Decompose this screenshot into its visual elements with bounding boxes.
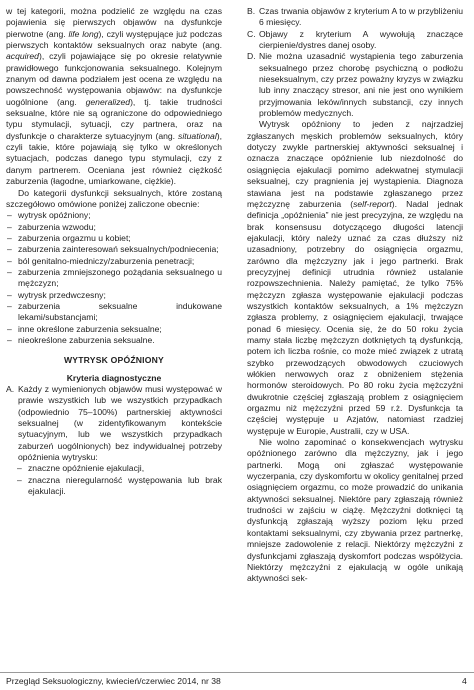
criterion-a-label: A. [6,384,15,394]
criterion-a-list [6,463,222,497]
paragraph-delayed-ejaculation: Wytrysk opóźniony to jeden z najrzadziej zgłaszanych męskich problemów seksualnych, który dotyczy zwykle partnerskiej aktywności seksualnej i oznacza znaczące opóźnienie lub niezdolność do osiągnięcia ejakulacji pomimo adekwatnej stymulacji seksualnej, czy pragnienia jej wystąpienia. Diagnoza stawiana jest na podstawie zgłaszanego przez mężczyznę zaburzenia (self-report). Nadal jednak definicja „opóźnienia” nie jest precyzyjna, ze względu na brak konsensusu dotyczącego długości latencji ejakulacji, który należy uznać za czas dłuższy niż uzasadniony, potrzebny do osiągnięcia orgazmu, zarówno dla mężczyzny jak i jego partnerki. Brak precyzyjnej definicji utrudnia również ustalanie rozpowszechnienia. Należy pamiętać, że tylko 75% mężczyzn zgłasza występowanie ejakulacji podczas wszystkich kontaktów seksualnych, a 1% mężczyzn zgłasza problemy, z osiągnięciem ejakulacji, trwające ponad 6 miesięcy. Ocenia się, że do 50 roku życia mamy stała liczbę mężczyzn dotkniętych tą dysfunkcją, potem ich liczba rośnie, co może mieć związek z utratą szybko przewodzących obwodowych czuciowych włókien nerwowych oraz z obniżeniem stężenia hormonów steroidowych. Po 80 roku życia mężczyźni dwukrotnie częściej zgłaszają problem z osiągnięciem orgazmu niż mężczyźni przed 59 r.ż. Dysfunkcja ta częściej występuje u Azjatów, natomiast rzadziej występuje w Europie, Australii, czy w USA. [247,119,463,436]
criterion-label: B. [247,6,256,16]
criterion-item [247,6,463,29]
criterion-a [6,384,222,463]
list-item: – zaburzenia seksualne indukowane lekami/substancjami; [6,301,222,324]
section-heading: WYTRYSK OPÓŹNIONY [63,355,164,366]
left-column [6,6,222,497]
list-item: – zaburzenia orgazmu u kobiet; [6,233,222,244]
list-item: – inne określone zaburzenia seksualne; [6,324,222,335]
criterion-text: Nie można uzasadnić wystąpienia tego zaburzenia seksualnego przez chorobę psychiczną o podłożu nieseksualnym, czy przez poważny kryzys w związku lub inny znaczący stresor, ani nie jest ono wynikiem przyjmowania leków/innych substancji, czy innych problemów medycznych. [259,51,463,119]
footer-journal-info: Przegląd Seksuologiczny, kwiecień/czerwiec 2014, nr 38 [6,676,221,686]
list-item: – nieokreślone zaburzenia seksualne. [6,335,222,346]
dysfunction-category-list [6,210,222,346]
list-item: – zaburzenia zainteresowań seksualnych/podniecenia; [6,244,222,255]
criterion-label: D. [247,51,256,62]
list-item: – ból genitalno-miedniczy/zaburzenia penetracji; [6,256,222,267]
right-column [247,6,463,585]
page-number: 4 [462,676,467,686]
criterion-item [247,29,463,52]
criterion-a-text: Każdy z wymienionych objawów musi występować w prawie wszystkich lub we wszystkich przypadkach (odpowiednio 75–100%) partnerskiej aktywności seksualnej (w zidentyfikowanym kontekście sytuacyjnym, lub we wszystkich przypadkach zaburzeń uogólnionych) bez indywidualnej potrzeby opóźnienia wytrysku: [18,384,222,463]
criterion-text: Objawy z kryterium A wywołują znaczące cierpienie/dystres danej osoby. [259,28,463,51]
criterion-item [247,51,463,119]
list-item: – zaburzenia zmniejszonego pożądania seksualnego u mężczyzn; [6,267,222,290]
footer-divider [0,672,474,673]
list-item: – wytrysk przedwczesny; [6,290,222,301]
criterion-a-item: – znaczne opóźnienie ejakulacji, [6,463,222,474]
criterion-label: C. [247,28,256,39]
paragraph-consequences: Nie wolno zapominać o konsekwencjach wytrysku opóźnionego zarówno dla mężczyzny, jak i jego partnerki. Mogą oni zgłaszać występowanie wyczerpania, czy dyskomfortu w okolicy genitalnej przed osiągnięciem orgazmu, co może prowadzić do unikania aktywności seksualnej. Niektóre pary zgłaszają również trudności w zajściu w ciążę. Mężczyźni dotknięci tą dysfunkcją zgłaszają wyższy poziom lęku przed kontaktami seksualnymi, czy zbywania przez partnerkę, mniejsze zadowolenie z relacji. Niektórzy mężczyźni z dysfunkcjami zgłaszają dyskomfort podczas współżycia. Niektórzy mężczyźni z ejakulacją w ogóle unikają aktywności sek- [247,437,463,584]
paragraph-dysfunction-classification: w tej kategorii, można podzielić ze względu na czas pojawienia się pierwszych objawów na dysfunkcje pierwotne (ang. life long), czyli występujące już podczas pierwszych kontaktów seksualnych oraz nabyte (ang. acquired), czyli pojawiające się po okresie relatywnie prawidłowego funkcjonowania seksualnego. Kolejnym znanym od dawna podziałem jest ocena ze względu na powszechność występowania objawów: na dysfunkcje uogólnione (ang. generalized), tj. takie trudności seksualne, które nie są ograniczone do odpowiedniego typu stymulacji, sytuacji, czy partnera, oraz na dysfunkcje o charakterze sytuacyjnym (ang. situational), czyli takie, które pojawiają się tylko w określonych sytuacjach, podczas danego typu stymulacji, czy z danym partnerem. Oceniana jest również ciężkość zaburzenia (łagodne, umiarkowane, ciężkie). [6,6,222,187]
criterion-a-item: – znaczna nieregularność występowania lub brak ejakulacji. [6,475,222,498]
section-subheading: Kryteria diagnostyczne [66,372,162,383]
criterion-text: Czas trwania objawów z kryterium A to w przybliżeniu 6 miesięcy. [259,6,463,28]
criteria-list [247,6,463,119]
list-item: – zaburzenia wzwodu; [6,222,222,233]
paragraph-category-intro: Do kategorii dysfunkcji seksualnych, które zostaną szczegółowo omówione poniżej zaliczone obecnie: [6,187,222,209]
list-item: – wytrysk opóźniony; [6,210,222,221]
